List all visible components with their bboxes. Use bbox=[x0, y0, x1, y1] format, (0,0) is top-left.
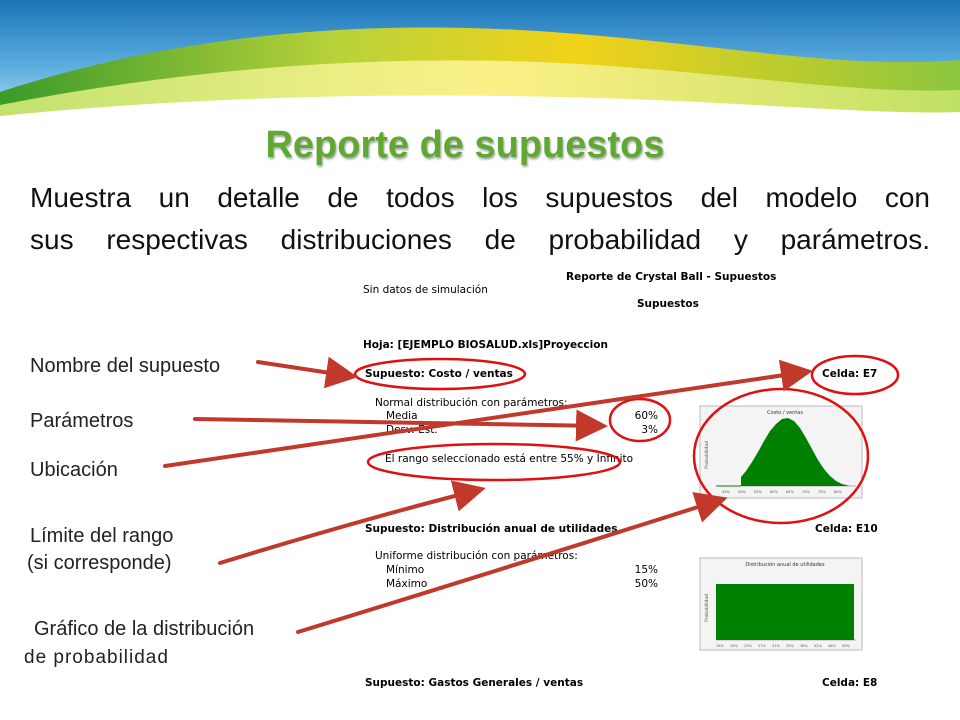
chart-distribucion-utilidades bbox=[700, 558, 862, 650]
circle-name bbox=[355, 359, 525, 389]
circle-cell bbox=[812, 356, 898, 394]
callout-ubicacion: Ubicación bbox=[30, 459, 118, 481]
intro-line-1: Muestra un detalle de todos los supuestos del modelo con bbox=[30, 182, 930, 213]
assumption-2-param-value: 50% bbox=[634, 578, 658, 590]
chart-costo-ventas bbox=[700, 406, 862, 498]
assumption-1-param-value: 3% bbox=[641, 424, 658, 436]
assumption-2-name: Supuesto: Distribución anual de utilidades bbox=[365, 523, 618, 535]
callout-limite-1: Límite del rango bbox=[30, 525, 174, 547]
svg-text:75%: 75% bbox=[818, 490, 826, 494]
slide-title: Reporte de supuestos bbox=[265, 124, 665, 166]
callout-grafico-2: de probabilidad bbox=[24, 647, 169, 668]
svg-text:70%: 70% bbox=[802, 490, 810, 494]
assumption-1-param-value: 60% bbox=[634, 410, 658, 422]
svg-text:55%: 55% bbox=[754, 490, 762, 494]
chart-1-ylabel: Probabilidad bbox=[705, 441, 710, 469]
svg-text:45%: 45% bbox=[722, 490, 730, 494]
assumption-1-cell: Celda: E7 bbox=[822, 368, 878, 380]
assumption-2-cell: Celda: E10 bbox=[815, 523, 878, 535]
assumption-1-param-label: Media bbox=[386, 410, 418, 422]
svg-text:38%: 38% bbox=[800, 644, 808, 648]
assumption-2-param-value: 15% bbox=[634, 564, 658, 576]
report-no-data: Sin datos de simulación bbox=[363, 284, 488, 296]
svg-text:50%: 50% bbox=[738, 490, 746, 494]
report-section: Supuestos bbox=[637, 298, 699, 310]
svg-text:60%: 60% bbox=[770, 490, 778, 494]
svg-text:31%: 31% bbox=[772, 644, 780, 648]
svg-text:35%: 35% bbox=[786, 644, 794, 648]
report-title: Reporte de Crystal Ball - Supuestos bbox=[566, 271, 777, 283]
chart-1-title: Costo / ventas bbox=[767, 410, 803, 416]
assumption-2-param-label: Mínimo bbox=[386, 564, 425, 576]
chart-2-ylabel: Probabilidad bbox=[705, 594, 710, 622]
arrow-limite bbox=[220, 490, 478, 563]
chart-2-density-area bbox=[716, 584, 854, 640]
chart-2-title: Distribución anual de utilidades bbox=[745, 562, 825, 568]
circle-range bbox=[368, 444, 620, 480]
assumption-1-dist: Normal distribución con parámetros: bbox=[375, 397, 568, 409]
circle-params bbox=[610, 399, 670, 441]
svg-text:65%: 65% bbox=[786, 490, 794, 494]
assumption-1-name: Supuesto: Costo / ventas bbox=[365, 368, 513, 380]
callout-grafico-1: Gráfico de la distribución bbox=[34, 618, 255, 640]
svg-text:50%: 50% bbox=[842, 644, 850, 648]
assumption-1-range: El rango seleccionado está entre 55% y Infinito bbox=[385, 453, 634, 465]
callout-limite-2: (si corresponde) bbox=[27, 552, 172, 574]
svg-text:80%: 80% bbox=[834, 490, 842, 494]
svg-text:15%: 15% bbox=[716, 644, 724, 648]
svg-text:27%: 27% bbox=[758, 644, 766, 648]
assumption-3-cell: Celda: E8 bbox=[822, 677, 878, 689]
svg-text:23%: 23% bbox=[744, 644, 752, 648]
intro-line-2: sus respectivas distribuciones de probabilidad y parámetros. bbox=[30, 224, 930, 255]
svg-text:46%: 46% bbox=[828, 644, 836, 648]
assumption-1-param-label: Desv. Est. bbox=[386, 424, 438, 436]
callout-parametros: Parámetros bbox=[30, 410, 134, 432]
svg-text:19%: 19% bbox=[730, 644, 738, 648]
assumption-2-dist: Uniforme distribución con parámetros: bbox=[375, 550, 578, 562]
assumption-3-name: Supuesto: Gastos Generales / ventas bbox=[365, 677, 584, 689]
report-sheet: Hoja: [EJEMPLO BIOSALUD.xls]Proyeccion bbox=[363, 339, 608, 351]
arrow-parametros bbox=[195, 419, 600, 426]
assumption-2-param-label: Máximo bbox=[386, 578, 428, 590]
arrow-nombre bbox=[258, 362, 350, 376]
svg-text:42%: 42% bbox=[814, 644, 822, 648]
callout-nombre: Nombre del supuesto bbox=[30, 355, 221, 377]
